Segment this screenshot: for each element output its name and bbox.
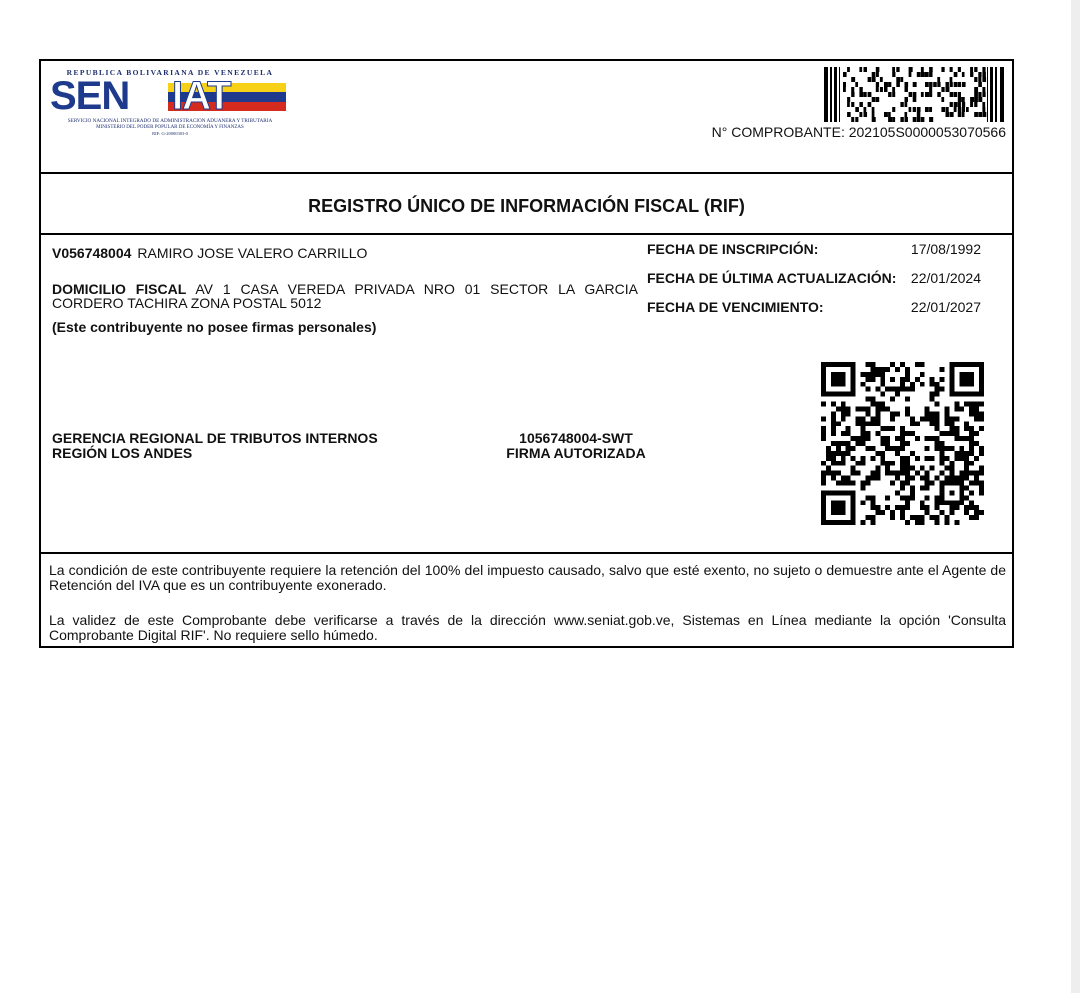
domicilio-fiscal: [52, 282, 638, 310]
date-row-actualizacion: [647, 270, 981, 299]
barcode-icon: [824, 67, 1005, 122]
seniat-logo: [50, 68, 290, 138]
gerencia-line-2: REGIÓN LOS ANDES: [52, 445, 193, 461]
logo-brand-left: SEN: [50, 74, 130, 118]
taxpayer-name: RAMIRO JOSE VALERO CARRILLO: [137, 245, 368, 261]
firmas-note: (Este contribuyente no posee firmas personales): [52, 319, 377, 335]
firma-code: 1056748004-SWT: [519, 430, 633, 446]
domicilio-value: AV 1 CASA VEREDA PRIVADA NRO 01 SECTOR LA GARCIA CORDERO TACHIRA ZONA POSTAL 5012: [52, 281, 638, 311]
logo-top-text: REPUBLICA BOLIVARIANA DE VENEZUELA: [66, 68, 274, 77]
qr-code-icon: [821, 362, 984, 525]
rif-document: [39, 59, 1014, 648]
rif-line: [52, 245, 367, 261]
dates-block: [647, 241, 981, 328]
date-value: 22/01/2024: [910, 270, 981, 286]
retention-note: La condición de este contribuyente requiere la retención del 100% del impuesto causado, salvo que esté exento, no sujeto o demuestre ante el Agente de Retención del IVA que es un contribuyente exonerado.: [49, 562, 1006, 593]
logo-subtitle-3: RIF: G-20000303-0: [152, 131, 188, 136]
document-title: REGISTRO ÚNICO DE INFORMACIÓN FISCAL (RIF): [308, 196, 745, 216]
date-row-vencimiento: [647, 299, 981, 328]
gerencia-block: [52, 431, 378, 461]
page-edge: [1071, 0, 1080, 993]
gerencia-line-1: GERENCIA REGIONAL DE TRIBUTOS INTERNOS: [52, 430, 378, 446]
domicilio-label: DOMICILIO FISCAL: [52, 281, 187, 297]
date-row-inscripcion: [647, 241, 981, 270]
firma-label: FIRMA AUTORIZADA: [506, 445, 646, 461]
logo-subtitle-1: SERVICIO NACIONAL INTEGRADO DE ADMINISTRACION ADUANERA Y TRIBUTARIA: [67, 118, 273, 124]
date-label: FECHA DE ÚLTIMA ACTUALIZACIÓN:: [647, 270, 897, 286]
title-section: [41, 174, 1012, 235]
rif-number: V056748004: [52, 245, 132, 261]
footer-notes: [41, 554, 1012, 646]
document-header: [41, 61, 1012, 174]
date-value: 17/08/1992: [910, 241, 981, 257]
firma-block: [501, 431, 651, 461]
date-label: FECHA DE INSCRIPCIÓN:: [647, 241, 819, 257]
date-label: FECHA DE VENCIMIENTO:: [647, 299, 824, 315]
logo-subtitle-2: MINISTERIO DEL PODER POPULAR DE ECONOMÍA Y FINANZAS: [96, 125, 244, 130]
validity-note: La validez de este Comprobante debe verificarse a través de la dirección www.seniat.gob.ve, Sistemas en Línea mediante la opción 'Consulta Comprobante Digital RIF'. No requiere sello húmedo.: [49, 612, 1006, 643]
taxpayer-section: [41, 235, 1012, 554]
date-value: 22/01/2027: [910, 299, 981, 315]
comprobante-number: N° COMPROBANTE: 202105S0000053070566: [711, 124, 1006, 140]
logo-brand-right: IAT: [172, 74, 231, 118]
